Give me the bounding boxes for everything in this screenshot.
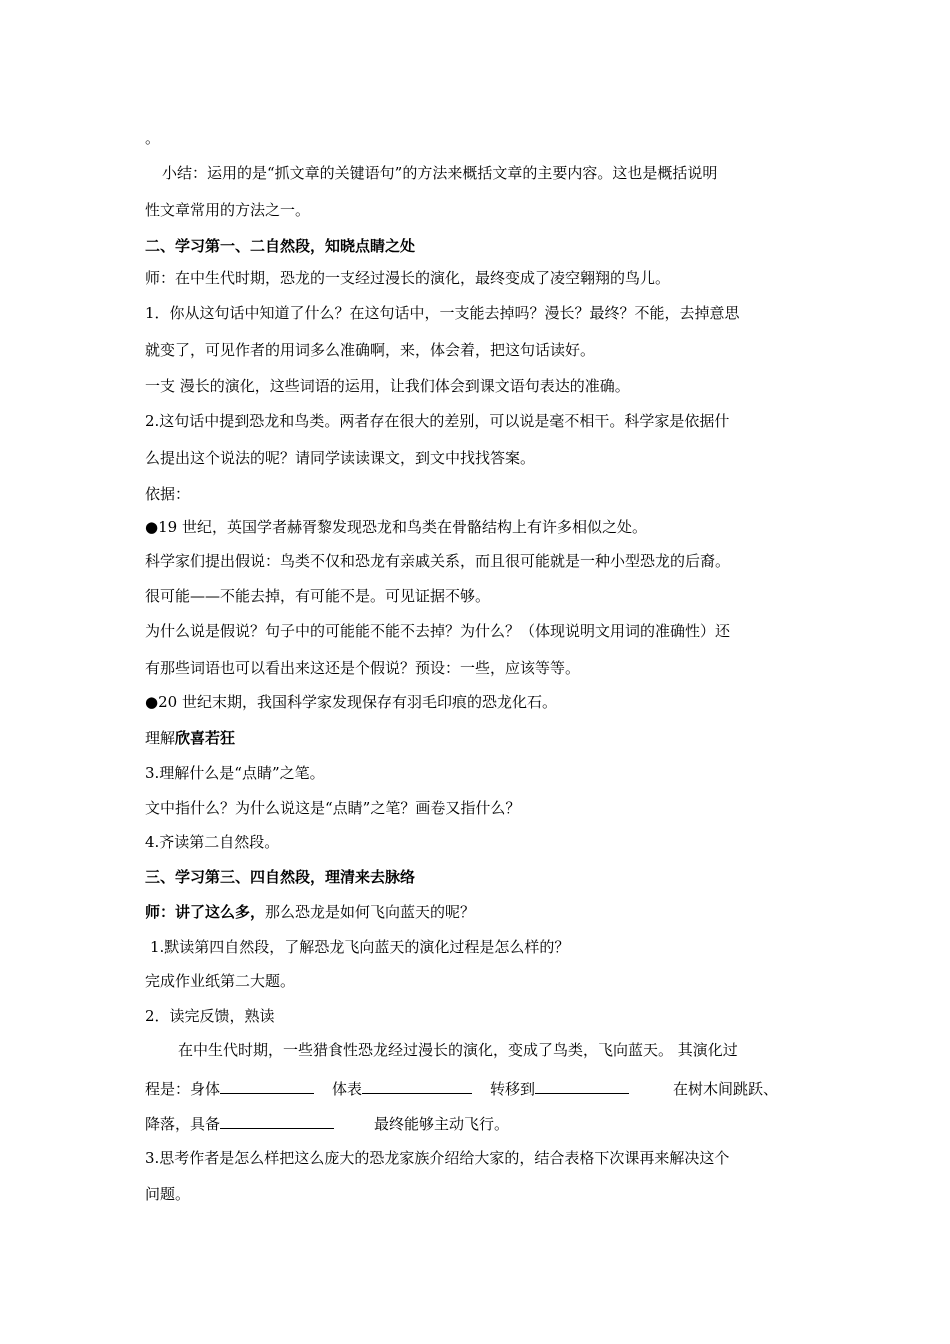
evolution-paragraph-line-1: 在中生代时期，一些猎食性恐龙经过漫长的演化，变成了鸟类，飞向蓝天。 其演化过 — [178, 1041, 738, 1059]
question-1-line-2: 就变了，可见作者的用词多么准确啊，来，体会着，把这句话读好。 — [145, 341, 596, 359]
read-paragraph-2-line: 4.齐读第二自然段。 — [145, 833, 280, 851]
fill-label-trees: 在树木间跳跃、 — [673, 1080, 779, 1098]
fill-label-move: 转移到 — [490, 1080, 536, 1098]
task-3-line-2: 问题。 — [145, 1185, 191, 1203]
fill-prefix-body: 程是：身体 — [145, 1080, 221, 1098]
understand-label: 理解 — [145, 729, 176, 747]
evidence-label: 依据： — [145, 485, 191, 503]
question-3-detail: 文中指什么？为什么说这是“点睛”之笔？画卷又指什么？ — [145, 799, 521, 817]
teacher-line-2-bold: 师：讲了这么多， — [145, 903, 266, 921]
fill-suffix-flight: 最终能够主动飞行。 — [374, 1115, 510, 1133]
why-hypothesis-line-1: 为什么说是假说？句子中的可能能不能不去掉？为什么？（体现说明文用词的准确性）还 — [145, 622, 731, 640]
fill-label-surface: 体表 — [332, 1080, 363, 1098]
word-usage-line: 一支 漫长的演化，这些词语的运用，让我们体会到课文语句表达的准确。 — [145, 377, 630, 395]
evolution-fill-line-2 — [145, 1112, 509, 1134]
understand-line — [145, 728, 235, 748]
summary-line-1: 小结：运用的是“抓文章的关键语句”的方法来概括文章的主要内容。这也是概括说明 — [162, 164, 718, 182]
question-2-line-1: 2.这句话中提到恐龙和鸟类。两者存在很大的差别，可以说是毫不相干。科学家是依据什 — [145, 412, 730, 430]
possibility-line: 很可能——不能去掉，有可能不是。可见证据不够。 — [145, 587, 491, 605]
task-2-line: 2．读完反馈，熟读 — [145, 1007, 275, 1025]
teacher-line-1: 师：在中生代时期，恐龙的一支经过漫长的演化，最终变成了凌空翱翔的鸟儿。 — [145, 269, 671, 287]
section-heading-2: 二、学习第一、二自然段，知晓点睛之处 — [145, 237, 416, 255]
section-heading-3: 三、学习第三、四自然段，理清来去脉络 — [145, 868, 416, 886]
understand-term: 欣喜若狂 — [175, 729, 236, 747]
task-3-line-1: 3.思考作者是怎么样把这么庞大的恐龙家族介绍给大家的，结合表格下次课再来解决这个 — [145, 1149, 730, 1167]
evidence-bullet-1: ●19 世纪，英国学者赫胥黎发现恐龙和鸟类在骨骼结构上有许多相似之处。 — [145, 518, 647, 536]
summary-line-2: 性文章常用的方法之一。 — [145, 201, 311, 219]
hypothesis-line: 科学家们提出假说：鸟类不仅和恐龙有亲戚关系，而且很可能就是一种小型恐龙的后裔。 — [145, 552, 731, 570]
evolution-fill-line-1 — [145, 1077, 778, 1099]
question-2-line-2: 么提出这个说法的呢？请同学读读课文，到文中找找答案。 — [145, 449, 536, 467]
blank-surface[interactable] — [362, 1077, 472, 1094]
worksheet-line: 完成作业纸第二大题。 — [145, 972, 296, 990]
question-3-line: 3.理解什么是“点睛”之笔。 — [145, 764, 325, 782]
question-1-line-1: 1．你从这句话中知道了什么？在这句话中，一支能去掉吗？漫长？最终？不能，去掉意思 — [145, 304, 740, 322]
teacher-line-2-rest: 那么恐龙是如何飞向蓝天的呢？ — [265, 903, 476, 921]
blank-possess[interactable] — [220, 1112, 334, 1129]
line-period: 。 — [145, 129, 161, 147]
why-hypothesis-line-2: 有那些词语也可以看出来这还是个假说？预设：一些，应该等等。 — [145, 659, 581, 677]
task-1-line: 1.默读第四自然段，了解恐龙飞向蓝天的演化过程是怎么样的？ — [150, 938, 570, 956]
teacher-line-2 — [145, 902, 475, 922]
blank-body[interactable] — [220, 1077, 314, 1094]
fill-prefix-possess: 降落，具备 — [145, 1115, 221, 1133]
evidence-bullet-2: ●20 世纪末期，我国科学家发现保存有羽毛印痕的恐龙化石。 — [145, 693, 557, 711]
blank-move[interactable] — [535, 1077, 629, 1094]
